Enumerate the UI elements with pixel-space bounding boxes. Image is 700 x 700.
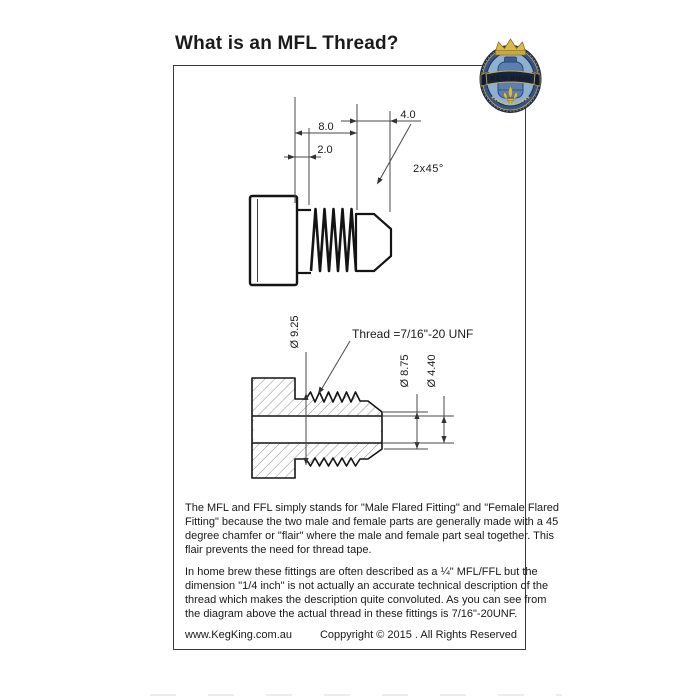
- section-view-drawing: [252, 315, 473, 478]
- side-view-drawing: [250, 97, 444, 285]
- dim-4-label: 4.0: [400, 109, 416, 121]
- footer-website: www.KegKing.com.au: [185, 629, 292, 641]
- paragraph-line: dimension "1/4 inch" is not actually an accurate technical description of the: [185, 580, 549, 592]
- paragraph-line: the diagram above the actual thread in these fittings is 7/16"-20UNF.: [185, 608, 518, 620]
- footer: [185, 629, 517, 641]
- dia-major-label: Ø 9.25: [289, 315, 301, 349]
- paragraph-line: flair prevents the need for thread tape.: [185, 544, 372, 556]
- extension-lines-side: [295, 97, 390, 212]
- dia-bore-label: Ø 4.40: [426, 354, 438, 388]
- paragraph-homebrew-note: [185, 565, 549, 621]
- paragraph-line: In home brew these fittings are often described as a ¼" MFL/FFL but the: [185, 566, 538, 578]
- paragraph-line: degree chamfer or "flair" where the male and female part seal together. This: [185, 530, 554, 542]
- logo-banner-text: KEG KING: [490, 73, 531, 83]
- dimension-2: [284, 154, 321, 159]
- page-edge-artifact: [150, 694, 562, 696]
- thread-profile-side: [311, 209, 356, 271]
- dim-2-label: 2.0: [317, 144, 333, 156]
- dia-flare-label: Ø 8.75: [399, 354, 411, 388]
- footer-copyright: Coppyright © 2015 . All Rights Reserved: [319, 629, 517, 641]
- page-title: What is an MFL Thread?: [175, 33, 399, 54]
- crown-icon: [495, 39, 526, 55]
- chamfer-leader: [377, 124, 411, 185]
- dimension-dia-bore: [382, 396, 454, 443]
- paragraph-mfl-definition: [185, 501, 560, 557]
- paragraph-line: Fitting" because the two male and female parts are generally made with a 45: [185, 516, 559, 528]
- paragraph-line: The MFL and FFL simply stands for "Male Flared Fitting" and "Female Flared: [185, 502, 560, 514]
- dimension-dia-flare: [383, 394, 428, 449]
- paragraph-line: thread which makes the description quite convoluted. As you can see from: [185, 594, 547, 606]
- flare-nose-side: [356, 214, 391, 271]
- keg-king-logo: [477, 34, 544, 115]
- thread-note-label: Thread =7/16"-20 UNF: [352, 327, 474, 341]
- chamfer-note-label: 2x45°: [413, 163, 444, 175]
- dim-8-label: 8.0: [318, 121, 334, 133]
- thread-note-leader: [318, 341, 350, 394]
- bore-cavity: [254, 417, 381, 443]
